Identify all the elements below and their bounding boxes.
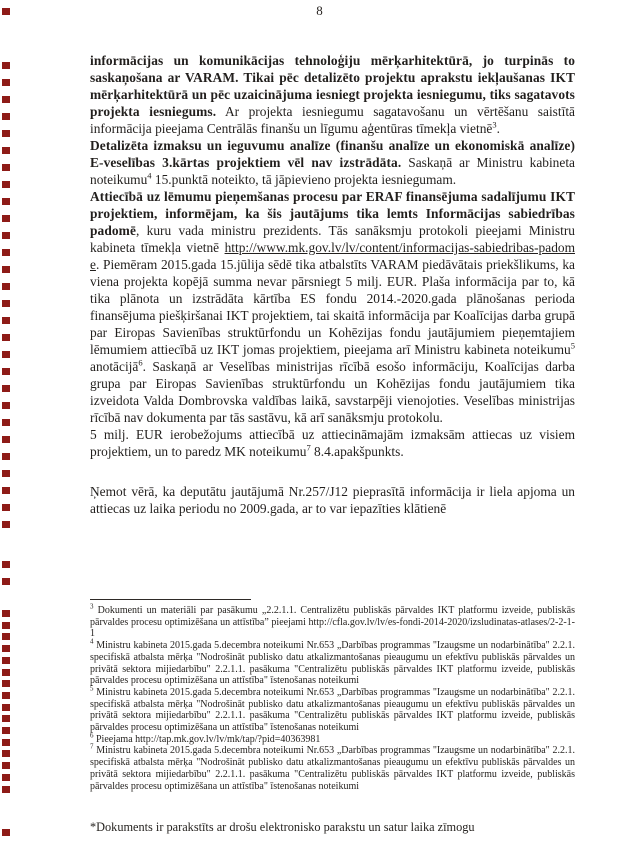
paragraph-3-bold: Attiecībā uz lēmumu pieņemšanas procesu par ERAF finansējuma sadalījumu IKT projektiem, informējam, ka šis jautājums tika lemts Informācijas sabiedrības padomē — [90, 189, 575, 238]
paragraph-1-rest: Ar projekta iesniegumu sagatavošanu un vērtēšanu saistītā informācija pieejama Centrālās finanšu un līgumu aģentūras tīmekļa vietnē — [90, 104, 575, 136]
footnote-separator — [90, 599, 251, 600]
margin-revision-mark — [2, 704, 10, 711]
margin-revision-mark — [2, 739, 10, 746]
digital-signature-note: *Dokuments ir parakstīts ar drošu elektronisko parakstu un satur laika zīmogu — [90, 820, 475, 834]
paragraph-3-a: , kuru vada ministru prezidents. Tās sanāksmju protokoli pieejami Ministru kabineta tīmekļa vietnē — [90, 223, 575, 255]
margin-revision-mark — [2, 215, 10, 222]
margin-revision-mark — [2, 300, 10, 307]
margin-revision-mark — [2, 436, 10, 443]
margin-revision-mark — [2, 402, 10, 409]
margin-revision-mark — [2, 487, 10, 494]
margin-revision-mark — [2, 385, 10, 392]
footnote-3 — [90, 602, 576, 640]
margin-revision-mark — [2, 181, 10, 188]
paragraph-3-d: . Saskaņā ar Veselības ministrijas rīcībā esošo informāciju, Koalīcijas darba grupa par Eiropas Savienības struktūrfondu un Kohēzijas fondu jautājumiem tika izveidota Valda Dombrovska valdības laikā, savstarpēji vienojoties. Veselības ministrijas rīcībā nav dokumenta par tās sastāvu, kā arī sanāksmju protokolu. — [90, 359, 575, 425]
margin-revision-mark — [2, 419, 10, 426]
footnote-ref-3: 3 — [492, 119, 497, 130]
margin-revision-mark — [2, 669, 10, 676]
footnote-ref-5: 5 — [570, 340, 575, 351]
paragraph-1-end: . — [496, 121, 500, 136]
paragraph-5: Ņemot vērā, ka deputātu jautājumā Nr.257/J12 pieprasītā informācija ir liela apjoma un attiecas uz laika periodu no 2009.gada, ar to var iepazīties klātienē — [90, 484, 575, 516]
paragraph-1-bold: informācijas un komunikācijas tehnoloģiju mērķarhitektūrā, jo turpinās to saskaņošana ar VARAM. Tikai pēc detalizēto projektu aprakstu iekļaušanas IKT mērķarhitektūrā un pēc uzaicinājuma iesniegt projekta iesniegumu, tiks sagatavots projekta iesniegums. — [90, 53, 575, 119]
margin-revision-mark — [2, 266, 10, 273]
margin-revision-mark — [2, 130, 10, 137]
paragraph-spacer — [90, 460, 575, 483]
margin-revision-mark — [2, 633, 10, 640]
margin-revision-mark — [2, 561, 10, 568]
margin-revision-mark — [2, 786, 10, 793]
margin-revision-mark — [2, 750, 10, 757]
paragraph-3-b: . Piemēram 2015.gada 15.jūlija sēdē tika atbalstīts VARAM piedāvātais priekšlikums, ka viena projekta kopējā summa nevar pārsniegt 5 milj. EUR. Plaša informācija par to, kā tika plānota un izstrādāta kārtība ES fondu 2014.-2020.gada plānošanas perioda finansējuma piešķiršanai IKT projektiem, tai skaitā informācija par Koalīcijas darba grupā par Eiropas Savienības struktūrfondu un Kohēzijas fondu jautājumiem pieņemtajiem lēmumiem attiecībā uz IKT jomas projektiem, pieejama arī Ministru kabineta noteikumu — [90, 257, 575, 357]
footnote-6-text: Pieejama http://tap.mk.gov.lv/lv/mk/tap/?pid=40363981 — [96, 733, 321, 745]
paragraph-2 — [90, 137, 575, 188]
margin-revision-mark — [2, 578, 10, 585]
footnote-7-text: Ministru kabineta 2015.gada 5.decembra noteikumi Nr.653 „Darbības programmas "Izaugsme un nodarbinātība" 2.2.1. specifiskā atbalsta mērķa "Nodrošināt publisko datu atkalizmantošanas pieaugumu un efektīvu publiskās pārvaldes un privātā sektora mijiedarbību" 2.2.1.1. pasākuma "Centralizētu publiskās pārvaldes IKT platformu izveide, publiskās pārvaldes procesu optimizēšana un attīstība" īstenošanas noteikumi — [90, 745, 576, 792]
margin-revision-mark — [2, 79, 10, 86]
footnote-6 — [90, 731, 575, 746]
paragraph-2-bold: Detalizēta izmaksu un ieguvumu analīze (finanšu analīze un ekonomiskā analīze) E-veselības 3.kārtas projektiem vēl nav izstrādāta. — [90, 138, 575, 170]
footnote-5 — [90, 684, 576, 734]
margin-revision-mark — [2, 249, 10, 256]
body-text — [90, 52, 575, 517]
paragraph-4-b: 8.4.apakšpunkts. — [310, 444, 404, 459]
footnote-ref-6: 6 — [138, 357, 143, 368]
margin-revision-mark — [2, 774, 10, 781]
footnote-ref-4: 4 — [147, 170, 152, 181]
margin-revision-mark — [2, 622, 10, 629]
footnote-7-number: 7 — [90, 743, 94, 752]
margin-revision-mark — [2, 198, 10, 205]
margin-revision-mark — [2, 351, 10, 358]
margin-revision-mark — [2, 334, 10, 341]
margin-revision-mark — [2, 829, 10, 836]
margin-revision-mark — [2, 692, 10, 699]
margin-revision-mark — [2, 521, 10, 528]
margin-revision-mark — [2, 453, 10, 460]
margin-revision-mark — [2, 610, 10, 617]
footnote-6-number: 6 — [90, 731, 94, 740]
paragraph-3-c: anotācijā — [90, 359, 139, 374]
margin-revision-mark — [2, 283, 10, 290]
footnote-4-text: Ministru kabineta 2015.gada 5.decembra noteikumi Nr.653 „Darbības programmas "Izaugsme un nodarbinātība" 2.2.1. specifiskā atbalsta mērķa "Nodrošināt publisko datu atkalizmantošanas pieaugumu un efektīvu publiskās pārvaldes un privātā sektora mijiedarbību" 2.2.1.1. pasākuma "Centralizētu publiskās pārvaldes IKT platformu izveide, publiskās pārvaldes procesu optimizēšana un attīstība" īstenošanas noteikumi — [90, 640, 576, 687]
footnote-4 — [90, 637, 576, 687]
paragraph-4 — [90, 426, 575, 460]
footnote-4-number: 4 — [90, 637, 94, 646]
paragraph-4-a: 5 milj. EUR ierobežojums attiecībā uz attiecināmajām izmaksām attiecas uz visiem projektiem, un to paredz MK noteikumu — [90, 427, 575, 459]
margin-revision-mark — [2, 680, 10, 687]
footnote-7 — [90, 745, 575, 792]
margin-revision-mark — [2, 715, 10, 722]
margin-revision-mark — [2, 645, 10, 652]
margin-revision-mark — [2, 727, 10, 734]
footnote-3-text: Dokumenti un materiāli par pasākumu „2.2.1.1. Centralizētu publiskās pārvaldes IKT platformu izveide, publiskās pārvaldes procesu optimizēšana un attīstība” pieejami http://cfla.gov.lv/lv/es-fondi-2014-2020/izsludinatas-atlases/2-2-1-1 — [90, 605, 576, 640]
margin-revision-mark — [2, 62, 10, 69]
margin-revision-mark — [2, 504, 10, 511]
footnote-5-text: Ministru kabineta 2015.gada 5.decembra noteikumi Nr.653 „Darbības programmas "Izaugsme un nodarbinātība" 2.2.1. specifiskā atbalsta mērķa "Nodrošināt publisko datu atkalizmantošanas pieaugumu un efektīvu publiskās pārvaldes un privātā sektora mijiedarbību" 2.2.1.1. pasākuma "Centralizētu publiskās pārvaldes IKT platformu izveide, publiskās pārvaldes procesu optimizēšana un attīstība" īstenošanas noteikumi — [90, 686, 576, 734]
margin-revision-mark — [2, 232, 10, 239]
margin-revision-mark — [2, 368, 10, 375]
paragraph-2-rest: Saskaņā ar Ministru kabineta noteikumu — [90, 155, 575, 187]
page-number: 8 — [316, 3, 323, 18]
margin-revision-mark — [2, 96, 10, 103]
mk-gov-hyperlink[interactable]: http://www.mk.gov.lv/lv/content/informacijas-sabiedribas-padome — [90, 240, 575, 272]
paragraph-2-end: 15.punktā noteikto, tā jāpievieno projekta iesniegumam. — [151, 172, 457, 187]
margin-revision-mark — [2, 657, 10, 664]
paragraph-1 — [90, 52, 575, 137]
footnote-3-number: 3 — [90, 602, 94, 611]
margin-revision-mark — [2, 317, 10, 324]
footnotes-section — [90, 599, 575, 792]
margin-revision-mark — [2, 762, 10, 769]
margin-revision-mark — [2, 147, 10, 154]
paragraph-3 — [90, 188, 575, 426]
footnote-5-number: 5 — [90, 684, 94, 693]
margin-revision-mark — [2, 113, 10, 120]
margin-revision-mark — [2, 8, 10, 15]
margin-revision-mark — [2, 470, 10, 477]
margin-revision-mark — [2, 164, 10, 171]
footnote-ref-7: 7 — [306, 442, 311, 453]
